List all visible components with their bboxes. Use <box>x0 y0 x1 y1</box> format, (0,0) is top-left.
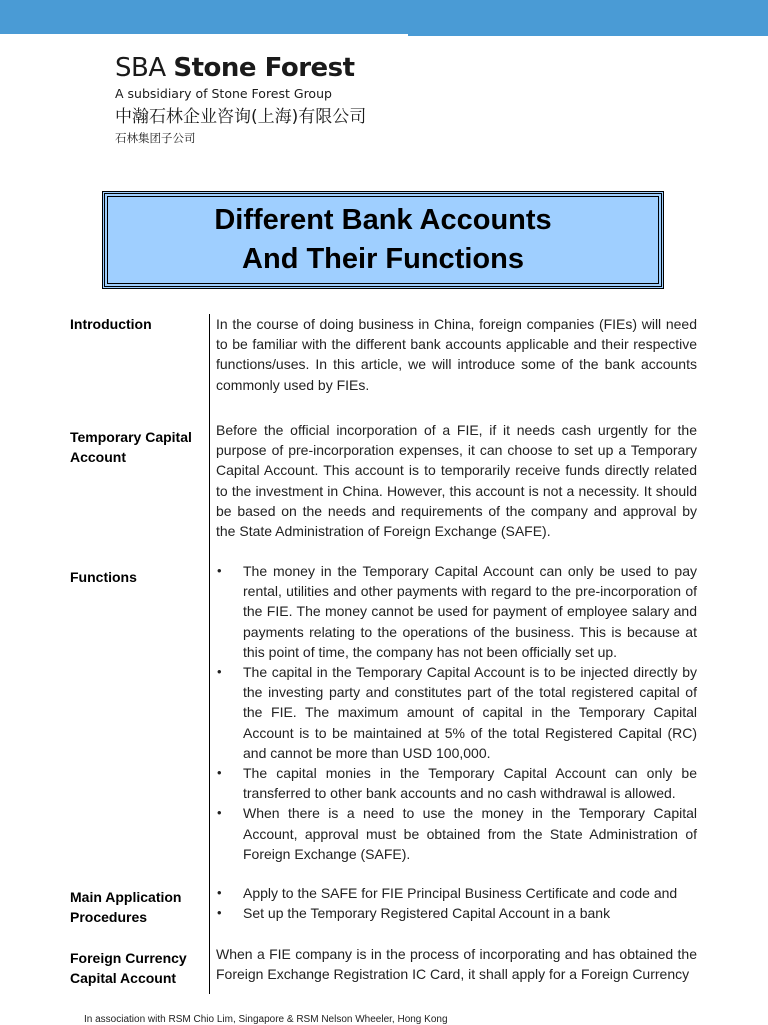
header-color-bar-edge <box>408 34 768 36</box>
section-label-introduction: Introduction <box>70 316 152 332</box>
procedures-list <box>216 883 697 923</box>
chinese-group-name: 石林集团子公司 <box>115 131 196 145</box>
list-item: • When there is a need to use the money in the Temporary Capital Account, approval must be obtained from the State Administration of Foreign Exchange (SAFE). <box>216 803 697 864</box>
footer-association: In association with RSM Chio Lim, Singapore & RSM Nelson Wheeler, Hong Kong <box>84 1014 448 1025</box>
document-title-box <box>102 191 664 289</box>
chinese-company-name: 中瀚石林企业咨询(上海)有限公司 <box>115 107 367 127</box>
section-label-procedures: Main Application Procedures <box>70 889 182 925</box>
functions-list <box>216 561 697 864</box>
section-text-foreign-currency: When a FIE company is in the process of incorporating and has obtained the Foreign Exchange Registration IC Card, it shall apply for a Foreign Currency <box>216 946 697 983</box>
list-item: • Set up the Temporary Registered Capital Account in a bank <box>216 903 697 923</box>
column-divider <box>209 314 210 994</box>
list-item: • The money in the Temporary Capital Account can only be used to pay rental, utilities and other payments with regard to the pre-incorporation of the FIE. The money cannot be used for payment of employee salary and payments relating to the operations of the business. This is because at this point of time, the company has not been officially set up. <box>216 561 697 662</box>
list-item: • The capital in the Temporary Capital Account is to be injected directly by the investing party and constitutes part of the total registered capital of the FIE. The maximum amount of capital in the Temporary Capital Account is to be maintained at 5% of the total Registered Capital (RC) and cannot be more than USD 100,000. <box>216 662 697 763</box>
list-item: • The capital monies in the Temporary Capital Account can only be transferred to other bank accounts and no cash withdrawal is allowed. <box>216 763 697 803</box>
section-text-temporary-capital: Before the official incorporation of a FIE, if it needs cash urgently for the purpose of pre-incorporation expenses, it can choose to set up a Temporary Capital Account. This account is to temporarily receive funds directly related to the investment in China. However, this account is not a necessity. It should be based on the needs and requirements of the company and approval by the State Administration of Foreign Exchange (SAFE). <box>216 422 697 540</box>
company-logo <box>115 52 366 146</box>
list-item: • Apply to the SAFE for FIE Principal Business Certificate and code and <box>216 883 697 903</box>
subsidiary-line: A subsidiary of Stone Forest Group <box>115 86 332 101</box>
title-line-1: Different Bank Accounts <box>214 204 552 236</box>
section-label-functions: Functions <box>70 569 137 585</box>
brand-name <box>115 52 366 84</box>
section-label-foreign-currency: Foreign Currency Capital Account <box>70 950 187 986</box>
brand-main: Stone Forest <box>173 53 355 83</box>
title-line-2: And Their Functions <box>242 243 524 275</box>
section-text-introduction: In the course of doing business in China, foreign companies (FIEs) will need to be familiar with the different bank accounts applicable and their respective functions/uses. In this article, we will introduce some of the bank accounts commonly used by FIEs. <box>216 316 697 393</box>
header-color-bar <box>0 0 768 34</box>
section-label-temporary-capital: Temporary Capital Account <box>70 429 192 465</box>
brand-prefix: SBA <box>115 53 166 83</box>
